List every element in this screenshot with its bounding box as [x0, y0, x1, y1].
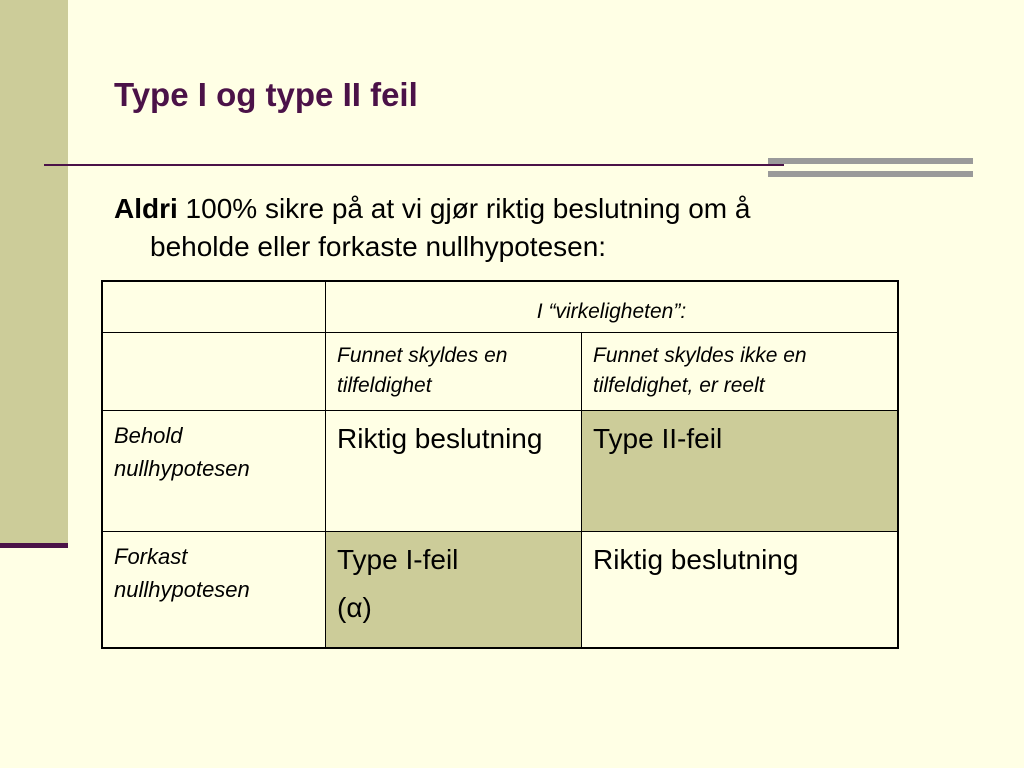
- left-decor-band: [0, 0, 68, 545]
- table-col-header-b: [582, 333, 899, 411]
- row-label-keep: [102, 411, 326, 532]
- table-row-keep: [102, 411, 898, 532]
- intro-bold: Aldri: [114, 193, 178, 224]
- cell-keep-a-text: Riktig beslutning: [337, 423, 543, 454]
- table-row-subheader: [102, 333, 898, 411]
- cell-keep-b-text: Type II-feil: [593, 423, 723, 454]
- table-header: I “virkeligheten”:: [536, 300, 687, 323]
- cell-reject-b: [582, 532, 899, 649]
- cell-reject-a: [326, 532, 582, 649]
- table-header-cell: [326, 281, 899, 333]
- intro-text: [114, 190, 914, 266]
- cell-reject-b-text: Riktig beslutning: [593, 544, 799, 575]
- intro-line-1: [114, 190, 914, 228]
- left-decor-line: [0, 543, 68, 548]
- table-cell-empty-sub: [102, 333, 326, 411]
- error-type-table: [101, 280, 899, 649]
- cell-keep-b: [582, 411, 899, 532]
- cell-keep-a: [326, 411, 582, 532]
- alpha-symbol: (α): [337, 592, 372, 623]
- col-a-label: Funnet skyldes en tilfeldighet: [337, 344, 508, 397]
- row-reject-label-text: Forkast nullhypotesen: [114, 544, 250, 602]
- cell-reject-a-text: Type I-feil: [337, 544, 459, 575]
- slide-title: Type I og type II feil: [114, 76, 418, 113]
- intro-rest: 100% sikre på at vi gjør riktig beslutning om å: [177, 193, 751, 224]
- title-divider-accent: [768, 158, 973, 178]
- row-label-reject: [102, 532, 326, 649]
- table-cell-empty-top: [102, 281, 326, 333]
- table-row-header: [102, 281, 898, 333]
- intro-line-2: beholde eller forkaste nullhypotesen:: [150, 231, 607, 262]
- col-b-label: Funnet skyldes ikke en tilfeldighet, er reelt: [593, 344, 807, 397]
- table-row-reject: [102, 532, 898, 649]
- row-keep-label-text: Behold nullhypotesen: [114, 423, 250, 481]
- title-divider: [44, 164, 784, 166]
- table-col-header-a: [326, 333, 582, 411]
